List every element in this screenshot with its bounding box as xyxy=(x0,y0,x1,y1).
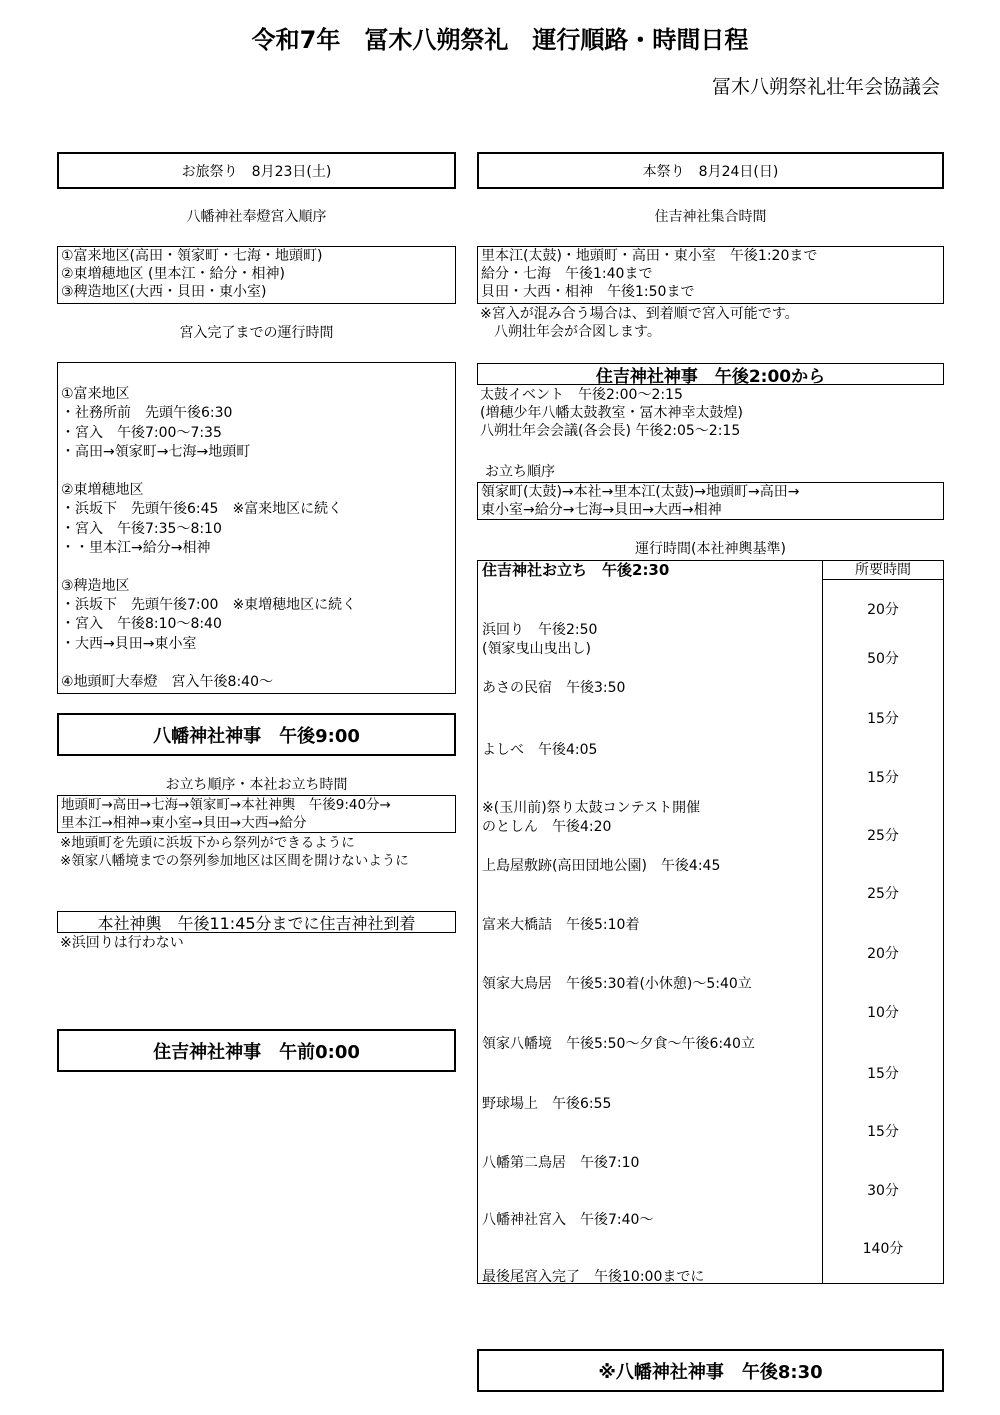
taiko-line: 八朔壮年会会議(各会長) 午後2:05～2:15 xyxy=(480,423,741,439)
hachiman-shinji-text: 八幡神社神事 午後9:00 xyxy=(153,725,360,747)
right-day-header xyxy=(477,152,944,189)
left-day-header-text: お旅祭り 8月23日(土) xyxy=(181,163,332,180)
schedule-title: 運行時間(本社神輿基準) xyxy=(635,541,786,557)
duration-cell: 20分 xyxy=(867,602,899,618)
right-otachi-box xyxy=(477,482,944,520)
duration-cell: 25分 xyxy=(867,828,899,844)
otachi-note: ※領家八幡境までの祭列参加地区は区間を開けないように xyxy=(60,853,409,869)
stop-item: あさの民宿 午後3:50 xyxy=(482,680,626,696)
time-line: ・浜坂下 先頭午後6:45 ※富来地区に続く xyxy=(61,501,343,518)
duration-cell: 10分 xyxy=(867,1005,899,1021)
time-line: ・宮入 午後8:10～8:40 xyxy=(61,616,222,633)
duration-cell: 15分 xyxy=(867,1124,899,1140)
schedule-divider xyxy=(822,561,823,1283)
stop-item: 八幡神社宮入 午後7:40～ xyxy=(482,1212,654,1228)
schedule-table xyxy=(477,560,944,1284)
stop-item: よしべ 午後4:05 xyxy=(482,742,598,758)
stop-item: 上島屋敷跡(高田団地公園) 午後4:45 xyxy=(482,858,721,874)
left-time-box xyxy=(57,362,456,694)
duration-cell: 15分 xyxy=(867,770,899,786)
otachi-line: 里本江→相神→東小室→貝田→大西→給分 xyxy=(61,815,307,831)
right-gather-notes xyxy=(480,305,799,341)
duration-cell: 20分 xyxy=(867,946,899,962)
schedule-col-header: 所要時間 xyxy=(855,562,911,578)
page-title: 令和7年 冨木八朔祭礼 運行順路・時間日程 xyxy=(251,26,749,54)
time-line: ①富来地区 xyxy=(61,386,130,403)
hachiman-shinji-box xyxy=(57,713,456,756)
left-otachi-box xyxy=(57,795,456,833)
taiko-line: 太鼓イベント 午後2:00～2:15 xyxy=(480,387,683,403)
time-line xyxy=(61,462,455,481)
final-shinji-text: ※八幡神社神事 午後8:30 xyxy=(598,1361,823,1383)
taiko-line: (増穂少年八幡太鼓教室・冨木神幸太鼓煌) xyxy=(480,405,743,421)
left-otachi-notes xyxy=(60,834,409,870)
order-line: ②東増穂地区 (里本江・給分・相神) xyxy=(61,266,285,282)
stop-item: 最後尾宮入完了 午後10:00までに xyxy=(482,1269,705,1285)
time-line: ・浜坂下 先頭午後7:00 ※東増穂地区に続く xyxy=(61,597,357,614)
duration-cell: 140分 xyxy=(862,1241,904,1257)
time-line: ④地頭町大奉燈 宮入午後8:40～ xyxy=(61,674,273,690)
right-otachi-line: 領家町(太鼓)→本社→里本江(太鼓)→地頭町→高田→ xyxy=(481,484,800,500)
duration-cell: 15分 xyxy=(867,1066,899,1082)
order-line: ③稗造地区(大西・貝田・東小室) xyxy=(61,284,267,300)
time-line: ・大西→貝田→東小室 xyxy=(61,635,197,652)
duration-cell: 25分 xyxy=(867,886,899,902)
sumiyoshi-shinji-box xyxy=(57,1029,456,1072)
time-line: ②東増穂地区 xyxy=(61,482,144,499)
otachi-note: ※地頭町を先頭に浜坂下から祭列ができるように xyxy=(60,835,355,851)
stop-item: 領家八幡境 午後5:50～夕食～午後6:40立 xyxy=(482,1036,755,1052)
left-day-header xyxy=(57,152,456,189)
time-line: ・宮入 午後7:00～7:35 xyxy=(61,424,222,441)
arrival-text: 本社神輿 午後11:45分までに住吉神社到着 xyxy=(97,913,416,933)
gather-line: 貝田・大西・相神 午後1:50まで xyxy=(481,284,695,300)
otachi-line: 地頭町→高田→七海→領家町→本社神輿 午後9:40分→ xyxy=(61,797,391,813)
time-line: ・高田→領家町→七海→地頭町 xyxy=(61,443,251,460)
time-line xyxy=(61,366,455,385)
gather-line: 里本江(太鼓)・地頭町・高田・東小室 午後1:20まで xyxy=(481,248,818,264)
sumiyoshi-shinji-text: 住吉神社神事 午前0:00 xyxy=(153,1041,360,1063)
stop-item: 浜回り 午後2:50 xyxy=(482,622,598,638)
taiko-event-lines xyxy=(480,386,743,440)
gather-note: 八朔壮年会が合図します。 xyxy=(480,324,661,340)
duration-cell: 15分 xyxy=(867,711,899,727)
duration-cell: 30分 xyxy=(867,1183,899,1199)
stop-item: のとしん 午後4:20 xyxy=(482,819,612,835)
stop-item: 野球場上 午後6:55 xyxy=(482,1096,612,1112)
stop-item: ※(玉川前)祭り太鼓コンテスト開催 xyxy=(482,800,701,816)
time-line: ・社務所前 先頭午後6:30 xyxy=(61,405,233,422)
time-line: ・・里本江→給分→相神 xyxy=(61,539,211,556)
arrival-note: ※浜回りは行わない xyxy=(60,935,184,951)
stop-item: 領家大鳥居 午後5:30着(小休憩)～5:40立 xyxy=(482,976,752,992)
order-line: ①富来地区(高田・領家町・七海・地頭町) xyxy=(61,248,323,264)
time-line: ・宮入 午後7:35～8:10 xyxy=(61,520,222,537)
stop-item: (領家曳山曳出し) xyxy=(482,641,591,657)
final-shinji-box xyxy=(477,1349,944,1392)
left-otachi-title: お立ち順序・本社お立ち時間 xyxy=(165,777,348,793)
left-order-title: 八幡神社奉燈宮入順序 xyxy=(186,209,327,225)
sumiyoshi-shinji-pm-text: 住吉神社神事 午後2:00から xyxy=(595,366,826,387)
time-line xyxy=(61,654,455,673)
time-line: ③稗造地区 xyxy=(61,578,130,595)
duration-cell: 50分 xyxy=(867,651,899,667)
left-order-box xyxy=(57,246,456,304)
right-gather-box xyxy=(477,246,944,304)
stop-item: 八幡第二鳥居 午後7:10 xyxy=(482,1155,640,1171)
organizer: 冨木八朔祭礼壮年会協議会 xyxy=(711,76,940,98)
right-otachi-line: 東小室→給分→七海→貝田→大西→相神 xyxy=(481,502,722,518)
right-day-header-text: 本祭り 8月24日(日) xyxy=(642,163,779,180)
schedule-start: 住吉神社お立ち 午後2:30 xyxy=(482,561,670,579)
sumiyoshi-shinji-pm-box xyxy=(477,363,944,385)
arrival-box xyxy=(57,911,456,933)
stop-item: 富来大橋詰 午後5:10着 xyxy=(482,917,640,933)
time-line xyxy=(61,558,455,577)
gather-note: ※宮入が混み合う場合は、到着順で宮入可能です。 xyxy=(480,306,799,322)
right-gather-title: 住吉神社集合時間 xyxy=(654,209,767,225)
left-time-title: 宮入完了までの運行時間 xyxy=(179,325,334,341)
gather-line: 給分・七海 午後1:40まで xyxy=(481,266,653,282)
right-otachi-title: お立ち順序 xyxy=(485,464,555,480)
